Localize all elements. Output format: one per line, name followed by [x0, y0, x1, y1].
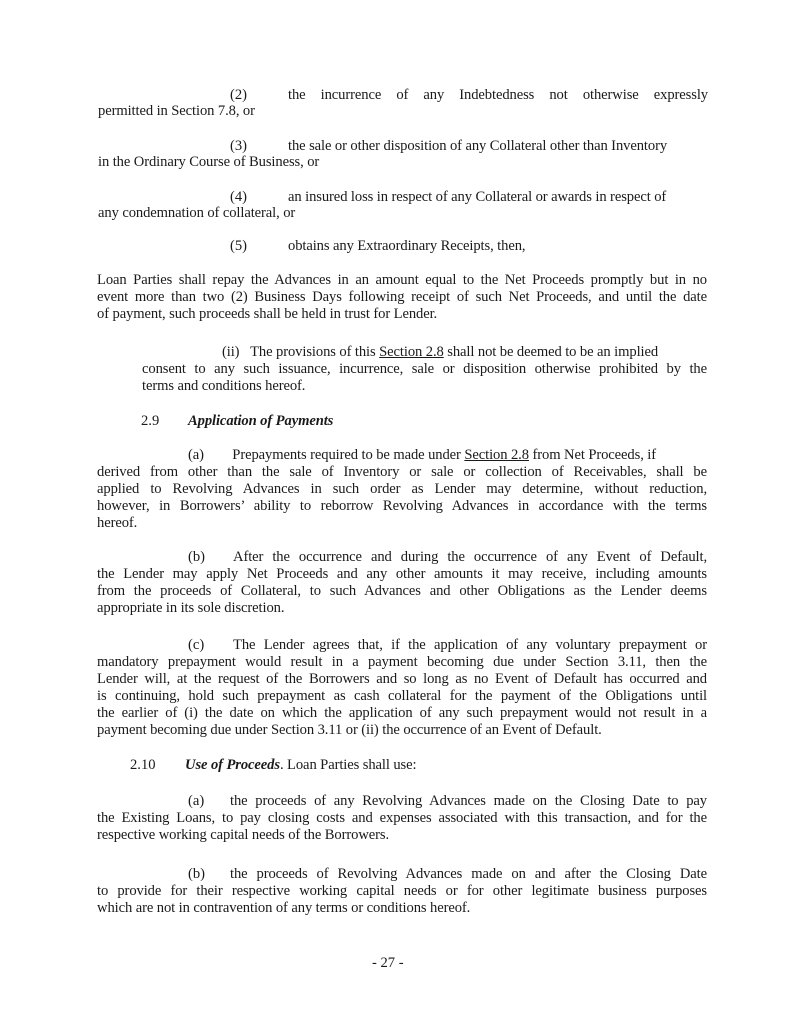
paragraph-line: Lender will, at the request of the Borrowers and so long as no Event of Default has occurred and — [97, 671, 707, 687]
text: from Net Proceeds, if — [528, 447, 657, 463]
sub-ii-first-line — [222, 344, 658, 361]
paragraph-line: mandatory prepayment would result in a payment becoming due under Section 3.11, then the — [97, 654, 707, 670]
item-text: permitted in Section 7.8, or — [98, 103, 255, 119]
paragraph-line: of payment, such proceeds shall be held in trust for Lender. — [97, 306, 438, 322]
paragraph-line: respective working capital needs of the Borrowers. — [97, 827, 390, 843]
paragraph-line: appropriate in its sole discretion. — [97, 600, 285, 616]
paragraph-line: After the occurrence and during the occurrence of any Event of Default, — [233, 549, 707, 565]
text: Prepayments required to be made under — [232, 447, 465, 463]
paragraph-line: applied to Revolving Advances in such order as Lender may determine, without reduction, — [97, 481, 707, 497]
item-number: (a) — [188, 447, 204, 463]
paragraph-line: the proceeds of Revolving Advances made on and after the Closing Date — [230, 866, 707, 882]
item-number: (c) — [188, 637, 205, 653]
paragraph-line: which are not in contravention of any terms or conditions hereof. — [97, 900, 471, 916]
paragraph-line: payment becoming due under Section 3.11 or (ii) the occurrence of an Event of Default. — [97, 722, 602, 738]
paragraph-line: consent to any such issuance, incurrence, sale or disposition otherwise prohibited by the — [142, 361, 707, 377]
paragraph-line: to provide for their respective working capital needs or for other legitimate business purposes — [97, 883, 707, 899]
item-number: (5) — [230, 238, 248, 254]
item-number: (b) — [188, 866, 206, 882]
item-text: an insured loss in respect of any Collateral or awards in respect of — [288, 189, 667, 205]
text: . Loan Parties shall use: — [279, 757, 417, 773]
paragraph-first-line — [188, 447, 656, 464]
section-title: Use of Proceeds — [185, 757, 280, 773]
section-reference: Section 2.8 — [379, 344, 444, 360]
text: The provisions of this — [250, 344, 380, 360]
paragraph-line: the Lender may apply Net Proceeds and any other amounts it may receive, including amounts — [97, 566, 707, 582]
paragraph-line: the proceeds of any Revolving Advances made on the Closing Date to pay — [230, 793, 707, 809]
section-reference: Section 2.8 — [464, 447, 529, 463]
item-number: (ii) — [222, 344, 240, 360]
paragraph-line: event more than two (2) Business Days following receipt of such Net Proceeds, and until the date — [97, 289, 707, 305]
text: shall not be deemed to be an implied — [443, 344, 659, 360]
paragraph-line: The Lender agrees that, if the application of any voluntary prepayment or — [233, 637, 707, 653]
section-title: Application of Payments — [188, 413, 334, 429]
item-number: (b) — [188, 549, 206, 565]
item-text: any condemnation of collateral, or — [98, 205, 296, 221]
item-text: obtains any Extraordinary Receipts, then, — [288, 238, 526, 254]
paragraph-line: Loan Parties shall repay the Advances in an amount equal to the Net Proceeds promptly but in no — [97, 272, 707, 288]
item-text: the sale or other disposition of any Collateral other than Inventory — [288, 138, 668, 154]
paragraph-line: from the proceeds of Collateral, to such Advances and other Obligations as the Lender deems — [97, 583, 707, 599]
item-number: (4) — [230, 189, 248, 205]
page-number: - 27 - — [372, 955, 404, 971]
paragraph-line: the earlier of (i) the date on which the application of any such prepayment would not result in a — [97, 705, 707, 721]
paragraph-line: hereof. — [97, 515, 138, 531]
item-number: (2) — [230, 87, 248, 103]
paragraph-line: is continuing, hold such prepayment as cash collateral for the payment of the Obligations until — [97, 688, 707, 704]
section-heading-line — [185, 757, 416, 774]
paragraph-line: terms and conditions hereof. — [142, 378, 306, 394]
section-number: 2.10 — [130, 757, 156, 773]
paragraph-line: however, in Borrowers’ ability to reborrow Revolving Advances in accordance with the terms — [97, 498, 707, 514]
item-number: (a) — [188, 793, 205, 809]
item-text: in the Ordinary Course of Business, or — [98, 154, 320, 170]
paragraph-line: derived from other than the sale of Inventory or sale or collection of Receivables, shall be — [97, 464, 707, 480]
item-number: (3) — [230, 138, 248, 154]
paragraph-line: the Existing Loans, to pay closing costs and expenses associated with this transaction, and for the — [97, 810, 707, 826]
section-number: 2.9 — [141, 413, 160, 429]
item-text: the incurrence of any Indebtedness not otherwise expressly — [288, 87, 708, 103]
